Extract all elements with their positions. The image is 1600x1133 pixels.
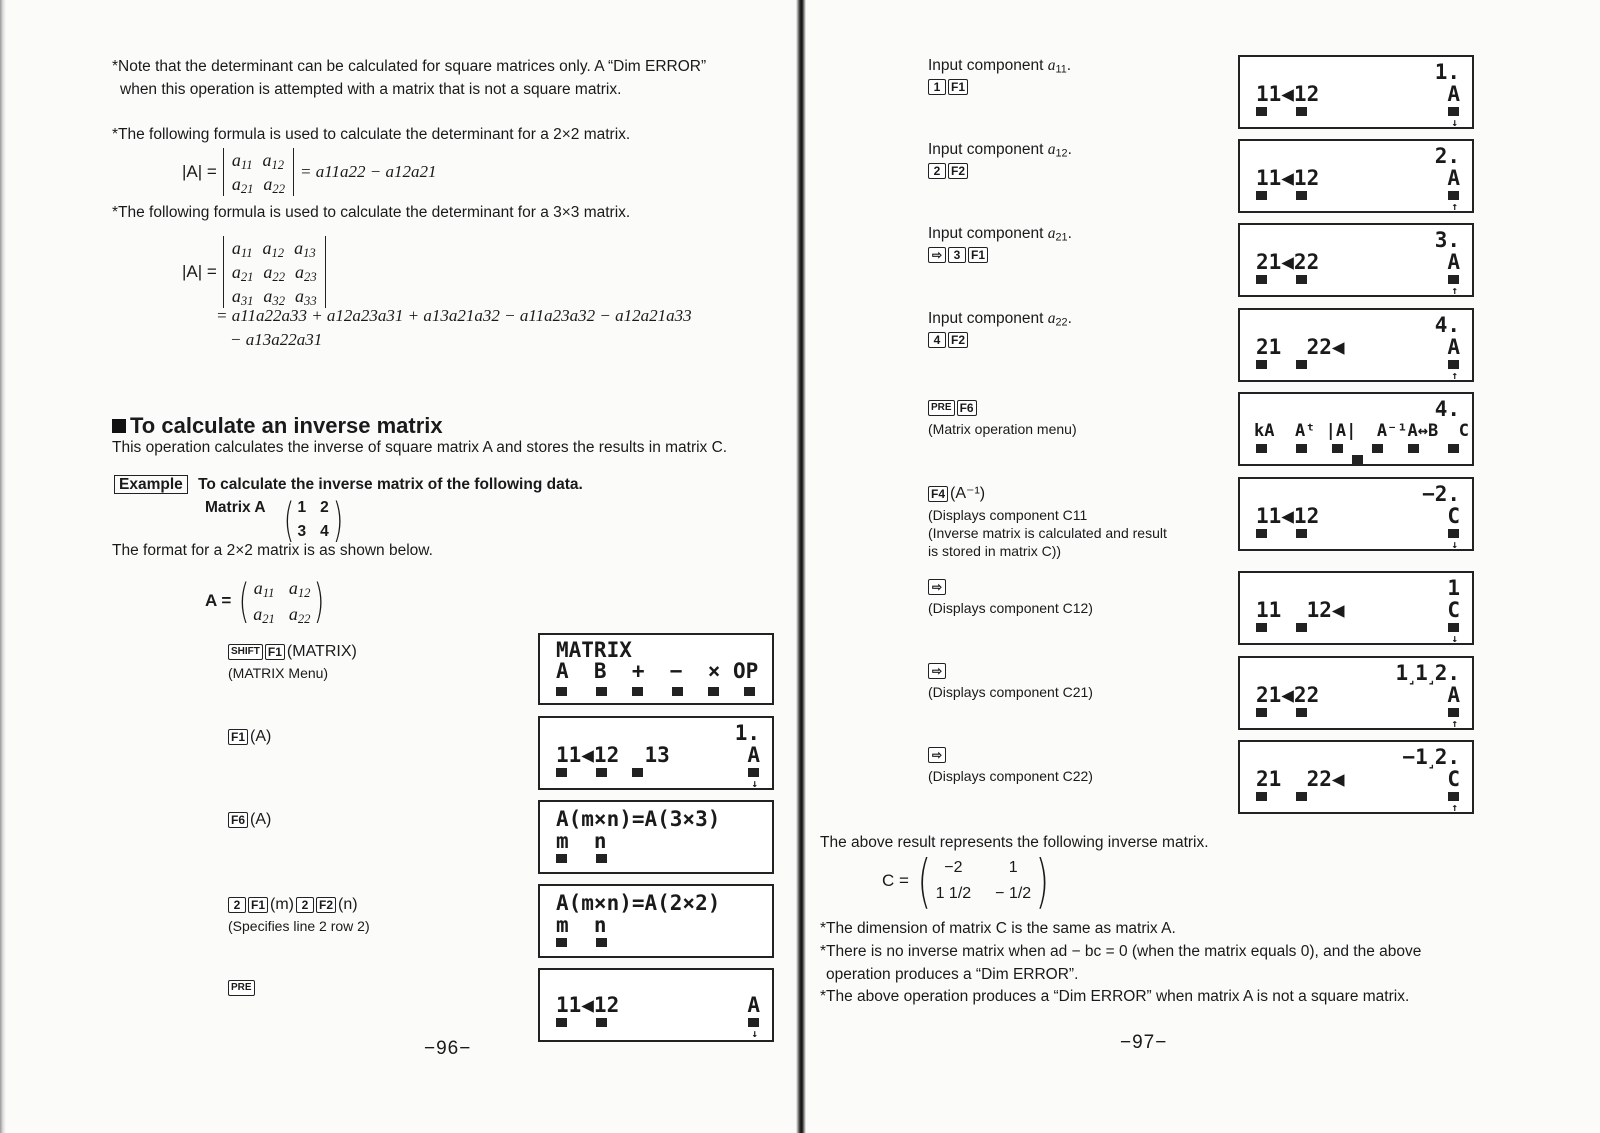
function-key-marker-icon [1256,529,1267,538]
step-matrix-op-menu [928,400,1077,438]
step-title-suffix: . [1067,310,1072,327]
result-lhs: C = [882,871,909,890]
note-dim-error-l1: *Note that the determinant can be calculated for square matrices only. A “Dim ERROR” [112,58,707,75]
step-keytext: (A⁻¹) [950,485,986,502]
formula-term: $a_{21}$ [253,604,275,627]
formula-term: $a_{11}$ [231,238,253,261]
formula-term: $a_{12}$ [262,238,285,261]
lcd-value: 2. [1434,144,1460,168]
function-key-marker-icon [596,768,607,777]
formula-lhs: |A| = [182,262,217,281]
step-shift-f1 [228,642,357,682]
f2-key[interactable]: F2 [948,163,968,179]
matrix-bracket: ( [238,574,250,628]
lcd-value: 1. [1434,60,1460,84]
function-key-marker-icon [1296,792,1307,801]
lcd-line2: 21◀22 [1256,250,1320,274]
formula-term: $a_{22}$ [263,262,286,285]
cursor-right-key[interactable]: ⇨ [928,747,946,763]
step-text: (A) [250,811,272,828]
formula-rhs: = a11a22 − a12a21 [300,162,437,181]
function-key-marker-icon [1296,360,1307,369]
formula-term: $a_{23}$ [295,262,317,285]
function-key-marker-icon [1296,275,1307,284]
down-arrow-icon: ↓ [751,1027,758,1040]
step-title: Input component [928,141,1048,158]
f4-key[interactable]: F4 [928,486,948,502]
formula-term: $a_{12}$ [262,150,285,173]
formula-term: $a_{21}$ [231,174,254,197]
page-right [806,0,1600,1133]
function-key-marker-icon [1408,444,1419,453]
determinant-2x2 [223,148,294,196]
component-subscript: 12 [1055,147,1068,160]
component-symbol: a [1047,57,1056,74]
lcd-matrix-name: A [1447,166,1460,190]
function-key-marker-icon [748,1018,759,1027]
matrix-bracket: ) [332,493,344,547]
scroll-arrow-icon: ↓ [1451,632,1458,645]
function-key-marker-icon [1256,107,1267,116]
function-key-marker-icon [1296,444,1307,453]
step-note: (Matrix operation menu) [928,421,1077,437]
lcd-value: −1˼2. [1402,745,1460,769]
matrix-c [913,847,1054,915]
lcd-value: −2. [1422,482,1460,506]
function-key-marker-icon [748,768,759,777]
note-dimension: *The dimension of matrix C is the same as matrix A. [820,920,1176,937]
function-key-marker-icon [1256,444,1267,453]
function-key-marker-icon [1256,360,1267,369]
matrix-cell: 1 [297,499,307,516]
lcd-edit-a [538,968,774,1042]
formula-term: $a_{31}$ [231,286,254,309]
function-key-marker-icon [1332,444,1343,453]
step-sub: (Specifies line 2 row 2) [228,918,370,934]
function-key-marker-icon [632,687,643,696]
note-2x2-formula: *The following formula is used to calculate the determinant for a 2×2 matrix. [112,126,631,143]
cursor-right-key[interactable]: ⇨ [928,579,946,595]
formula-term: $a_{33}$ [295,286,317,309]
lcd-line1: A(m×n)=A(3×3) [556,807,721,831]
down-arrow-icon: ↓ [751,777,758,790]
note-no-inverse-l2: operation produces a “Dim ERROR”. [826,966,1079,983]
matrix-a [280,493,347,547]
matrix-cell: 3 [297,523,307,540]
step-inverse [928,484,1167,560]
function-key-marker-icon [1296,529,1307,538]
lcd-line2: 11◀12 13 [556,743,670,767]
formula-term: $a_{13}$ [294,238,316,261]
formula-3x3-expansion-l1: = a11a22a33 + a12a23a31 + a13a21a32 − a11a23a32 − a12a21a33 [216,306,692,325]
function-key-marker-icon [1256,792,1267,801]
step-text: (m) [270,896,294,913]
function-key-marker-icon [632,768,643,777]
lcd-value: 1 [1447,576,1460,600]
scroll-arrow-icon: ↑ [1451,369,1458,382]
step-input-a12 [928,139,1072,179]
component-subscript: 11 [1055,63,1067,76]
lcd-line2: 11◀12 [1256,504,1320,528]
function-key-marker-icon [556,938,567,947]
digit-3-key[interactable]: 3 [948,247,966,263]
step-note-2: (Inverse matrix is calculated and result [928,525,1167,541]
function-key-marker-icon [596,854,607,863]
lcd-line2: 11◀12 [1256,82,1320,106]
step-input-a22 [928,308,1072,348]
formula-term: $a_{11}$ [253,578,275,601]
matrix-cell: 1 [1008,859,1018,876]
step-note: (Displays component C22) [928,768,1093,784]
lcd-matrix-menu [538,633,774,705]
note-3x3-formula: *The following formula is used to calculate the determinant for a 3×3 matrix. [112,204,631,221]
scroll-arrow-icon: ↑ [1451,717,1458,730]
lcd-value: 4. [1434,313,1460,337]
cursor-right-key[interactable]: ⇨ [928,247,946,263]
lcd-a12 [1238,139,1474,213]
function-key-marker-icon [596,1018,607,1027]
function-key-marker-icon [1448,191,1459,200]
step-title: Input component [928,57,1048,74]
scroll-arrow-icon: ↓ [1451,538,1458,551]
step-title: Input component [928,310,1048,327]
lcd-c22 [1238,740,1474,814]
lcd-a11 [1238,55,1474,129]
lcd-matrix-name: A [747,993,760,1017]
function-key-marker-icon [556,687,567,696]
matrix-cell: 2 [320,499,329,516]
scroll-arrow-icon: ↑ [1451,284,1458,297]
function-key-marker-icon [1256,708,1267,717]
function-key-marker-icon [1256,191,1267,200]
formula-term: $a_{11}$ [231,150,253,173]
step-f1-a [228,727,271,747]
formula-term: $a_{22}$ [288,604,311,627]
function-key-marker-icon [1448,792,1459,801]
function-key-marker-icon [672,687,683,696]
function-key-marker-icon [1256,275,1267,284]
lcd-matrix-name: C [1447,504,1460,528]
lcd-line1: 11◀12 [556,993,620,1017]
function-key-marker-icon [596,938,607,947]
step-note: (Displays component C21) [928,684,1093,700]
function-key-marker-icon [1448,360,1459,369]
scroll-arrow-icon: ↑ [1451,200,1458,213]
function-key-marker-icon [1352,455,1363,464]
result-matrix-c [882,847,1054,915]
lcd-value: 4. [1434,397,1460,421]
matrix-cell: 1 1/2 [935,885,972,902]
component-symbol: a [1047,225,1056,242]
note-no-inverse-l1: *There is no inverse matrix when ad − bc = 0 (when the matrix equals 0), and the above [820,943,1422,960]
formula-term: $a_{22}$ [263,174,286,197]
scroll-arrow-icon: ↑ [1451,801,1458,814]
note-not-square: *The above operation produces a “Dim ERROR” when matrix A is not a square matrix. [820,988,1410,1005]
step-note-3: is stored in matrix C)) [928,543,1062,559]
function-key-marker-icon [1256,623,1267,632]
function-key-marker-icon [1372,444,1383,453]
lcd-c11 [1238,477,1474,551]
lcd-line2: m n [556,913,607,937]
function-key-marker-icon [1448,623,1459,632]
step-note: (Displays component C12) [928,600,1093,616]
pre-key[interactable]: PRE [228,980,255,996]
formula-lhs: |A| = [182,162,217,181]
function-key-marker-icon [1296,708,1307,717]
function-key-marker-icon [1296,623,1307,632]
formula-det-3x3 [182,236,326,308]
f1-key[interactable]: F1 [265,644,285,660]
lcd-matrix-name: A [1447,250,1460,274]
determinant-3x3 [223,236,326,308]
function-key-marker-icon [1448,107,1459,116]
formula-3x3-expansion-l2: − a13a22a31 [230,330,323,349]
pre-key[interactable]: PRE [928,400,955,416]
step-input-a21 [928,223,1072,263]
step-set-dimension [228,895,370,935]
step-input-a11 [928,55,1071,95]
shift-key[interactable]: SHIFT [228,644,263,660]
section-heading [112,412,443,440]
step-title-suffix: . [1067,141,1072,158]
matrix-bracket: ) [1035,847,1050,915]
matrix-bracket: ( [283,493,294,547]
example-text: To calculate the inverse matrix of the following data. [198,476,583,493]
step-display-c22 [928,747,1093,785]
lcd-c12 [1238,571,1474,645]
f6-key[interactable]: F6 [228,812,248,828]
step-text: (MATRIX) [286,643,357,660]
function-key-marker-icon [1448,708,1459,717]
step-title: Input component [928,225,1048,242]
square-bullet-icon [112,419,126,433]
function-key-marker-icon [596,687,607,696]
f6-key[interactable]: F6 [957,400,977,416]
step-display-c12 [928,579,1093,617]
lcd-a21 [1238,223,1474,297]
lcd-matrix-name: A [1447,683,1460,707]
digit-2-key[interactable]: 2 [228,897,246,913]
lcd-c21 [1238,656,1474,730]
page-number: −97− [1120,1032,1168,1053]
lcd-line1: A(m×n)=A(2×2) [556,891,721,915]
result-text: The above result represents the following inverse matrix. [820,834,1209,851]
matrix-generic [235,576,328,626]
lcd-line2: 21 22◀ [1256,335,1345,359]
lcd-matrix-name: A [747,743,760,767]
lcd-dim-2x2 [538,884,774,958]
step-text-2: (n) [338,896,358,913]
matrix-a-label: Matrix A [205,499,266,516]
matrix-cell: − 1/2 [995,885,1032,902]
lcd-matrix-name: A [1447,82,1460,106]
step-title-suffix: . [1066,57,1072,74]
matrix-bracket: ) [314,574,325,628]
digit-2-key[interactable]: 2 [928,163,946,179]
component-symbol: a [1047,310,1056,327]
matrix-a-data [205,493,347,547]
lcd-matrix-name: A [1447,335,1460,359]
format-text: The format for a 2×2 matrix is as shown below. [112,542,433,559]
lcd-value: 1˼1˼2. [1395,661,1460,685]
step-display-c21 [928,663,1093,701]
f1-key[interactable]: F1 [968,247,988,263]
format-matrix [205,576,328,626]
lcd-matrix-name: C [1447,598,1460,622]
function-key-marker-icon [1296,191,1307,200]
note-dim-error-l2: when this operation is attempted with a matrix that is not a square matrix. [120,81,622,98]
lcd-op-menu [1238,392,1474,466]
f1-key[interactable]: F1 [948,79,968,95]
matrix-bracket: ( [917,847,932,915]
matrix-cell: −2 [944,859,963,876]
matrix-cell: 4 [320,523,329,540]
example-header [114,474,583,496]
formula-det-2x2 [182,148,436,196]
lcd-select-a [538,716,774,790]
function-key-marker-icon [1448,275,1459,284]
step-title-suffix: . [1067,225,1072,242]
function-key-marker-icon [744,687,755,696]
example-label: Example [114,475,188,494]
page-number: −96− [424,1038,472,1059]
function-key-marker-icon [1448,529,1459,538]
lcd-matrix-name: C [1447,767,1460,791]
formula-term: $a_{32}$ [263,286,286,309]
lcd-dim-3x3 [538,800,774,874]
component-subscript: 21 [1055,231,1068,244]
function-key-marker-icon [556,1018,567,1027]
f1-key[interactable]: F1 [228,729,248,745]
step-text: (A) [250,728,272,745]
f2-key[interactable]: F2 [948,332,968,348]
lcd-line1: MATRIX [556,638,632,662]
lcd-line2: 21◀22 [1256,683,1320,707]
cursor-right-key[interactable]: ⇨ [928,663,946,679]
lcd-value: 3. [1434,228,1460,252]
function-key-marker-icon [556,768,567,777]
digit-2-key[interactable]: 2 [296,897,314,913]
step-pre [228,980,255,996]
component-symbol: a [1047,141,1056,158]
function-key-marker-icon [556,854,567,863]
lcd-line2: m n [556,829,607,853]
step-sub: (MATRIX Menu) [228,665,329,681]
f2-key[interactable]: F2 [316,897,336,913]
component-subscript: 22 [1055,316,1068,329]
section-description: This operation calculates the inverse of square matrix A and stores the results in matrix C. [112,439,728,456]
formula-term: $a_{12}$ [288,578,311,601]
formula-term: $a_{21}$ [231,262,254,285]
section-title: To calculate an inverse matrix [130,413,443,438]
lcd-line2: 21 22◀ [1256,767,1345,791]
f1-key[interactable]: F1 [248,897,268,913]
function-key-marker-icon [708,687,719,696]
format-lhs: A = [205,591,232,610]
lcd-line2: A B + − × OP [556,659,759,683]
digit-4-key[interactable]: 4 [928,332,946,348]
lcd-value: 1. [734,721,760,745]
digit-1-key[interactable]: 1 [928,79,946,95]
function-key-marker-icon [1296,107,1307,116]
lcd-line2: 11◀12 [1256,166,1320,190]
lcd-line2: kA Aᵗ |A| A⁻¹A↔B C [1254,421,1469,441]
function-key-marker-icon [1448,444,1459,453]
step-note: (Displays component C11 [928,507,1088,523]
lcd-a22 [1238,308,1474,382]
step-f6-a [228,810,271,830]
scroll-arrow-icon: ↓ [1451,116,1458,129]
lcd-line2: 11 12◀ [1256,598,1345,622]
